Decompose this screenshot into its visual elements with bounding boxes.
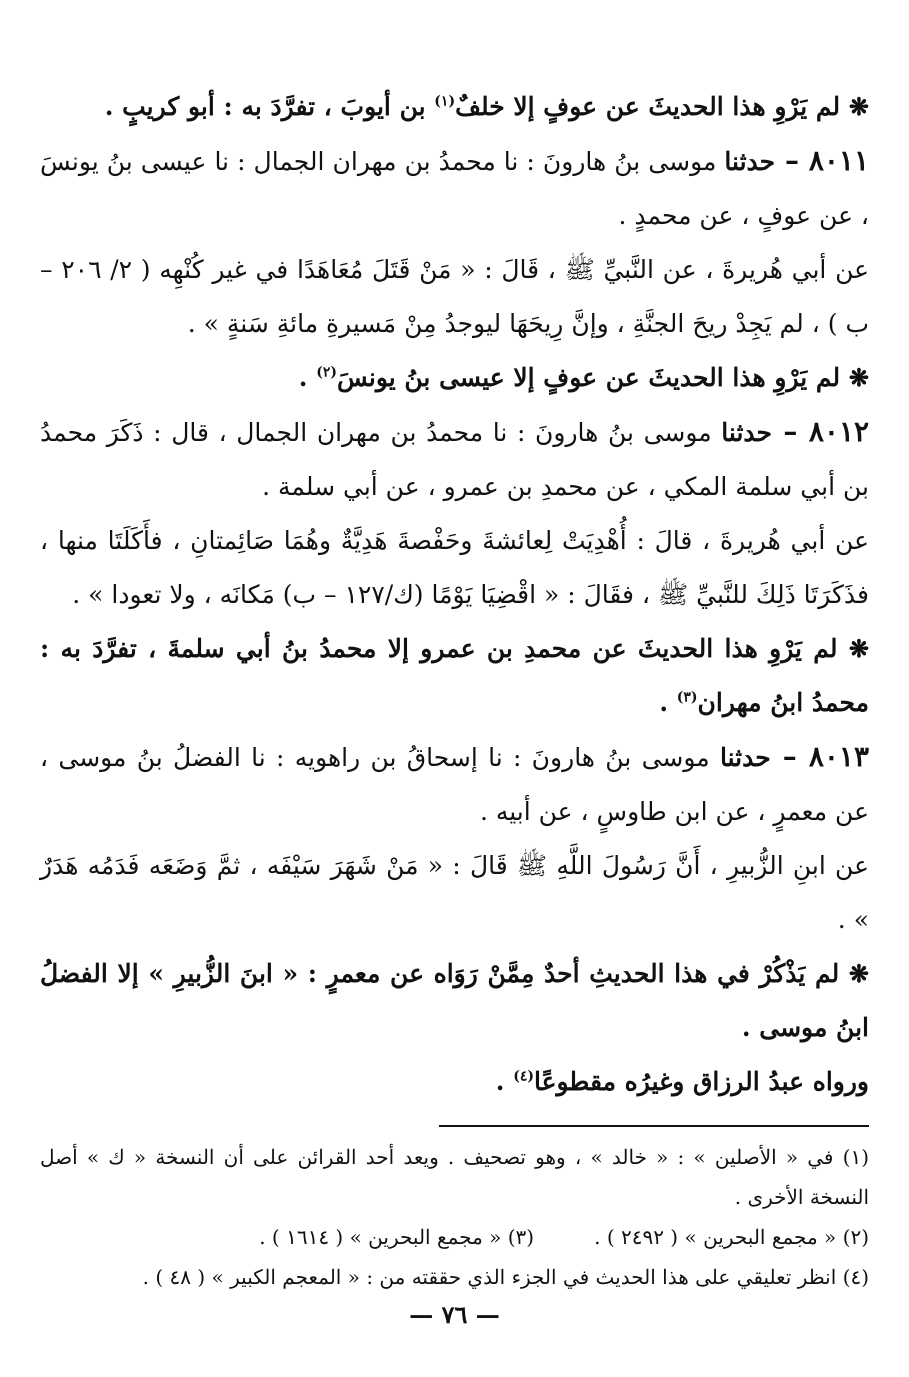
- commentary-paragraph: [40, 80, 869, 134]
- commentary-text: لم يَذْكُرْ في هذا الحديثِ أحدٌ مِمَّنْ رَوَاه عن معمرٍ : « ابنَ الزُّبيرِ » إلا الفضلُ ابنُ موسى .: [40, 959, 869, 1042]
- commentary-text: لم يَرْوِ هذا الحديثَ عن محمدِ بن عمرو إلا محمدُ بنُ أبي سلمةَ ، تفرَّدَ به : محمدُ ابنُ مهران: [40, 634, 869, 717]
- footnote-2: (٢) « مجمع البحرين » ( ٢٤٩٢ ) .: [594, 1225, 869, 1249]
- hadith-isnad: [40, 730, 869, 839]
- footnote-ref[interactable]: (٣): [676, 689, 698, 706]
- isnad-text: موسى بنُ هارونَ : نا محمدُ بن مهران الجمال : نا عيسى بنُ يونسَ ، عن عوفٍ ، عن محمدٍ .: [40, 147, 869, 230]
- asterisk-icon: ❋: [848, 959, 869, 988]
- footnote-divider: [439, 1125, 869, 1127]
- matn-text: عن أبي هُريرةَ ، عن النَّبيِّ ﷺ ، قَالَ : « مَنْ قَتَلَ مُعَاهَدًا في غير كُنْهِه ( ٢/ ٢٠٦ – ب ) ، لم يَجِدْ ريحَ الجنَّةِ ، وإنَّ رِيحَهَا ليوجدُ مِنْ مَسيرةِ مائةِ سَنةٍ » .: [40, 255, 870, 338]
- hadith-isnad: [40, 134, 869, 243]
- footnote-4: (٤) انظر تعليقي على هذا الحديث في الجزء الذي حققته من : « المعجم الكبير » ( ٤٨ ) .: [142, 1265, 869, 1289]
- footnote-ref[interactable]: (٤): [513, 1068, 534, 1085]
- footnote-ref[interactable]: (١): [434, 93, 456, 110]
- hadith-isnad: [40, 405, 869, 514]
- hadith-number: ٨٠١١: [808, 144, 869, 177]
- footnote-row: [40, 1217, 869, 1257]
- commentary-paragraph: [40, 351, 869, 405]
- isnad-text: موسى بنُ هارونَ : نا إسحاقُ بن راهويه : نا الفضلُ بنُ موسى ، عن معمرٍ ، عن ابن طاوسٍ ، عن أبيه .: [40, 743, 869, 826]
- hadith-matn: [40, 514, 869, 622]
- asterisk-icon: ❋: [848, 363, 869, 392]
- hadith-matn: [40, 243, 869, 351]
- isnad-text: موسى بنُ هارونَ : نا محمدُ بن مهران الجمال ، قال : ذَكَرَ محمدُ بن أبي سلمة المكي ، عن محمدِ بن عمرو ، عن أبي سلمة .: [40, 418, 869, 501]
- commentary-paragraph: [40, 1055, 869, 1109]
- commentary-text: ورواه عبدُ الرزاق وغيرُه مقطوعًا: [533, 1067, 869, 1096]
- hadith-matn: [40, 839, 869, 947]
- commentary-text: لم يَرْوِ هذا الحديثَ عن عوفٍ إلا عيسى بنُ يونسَ: [336, 363, 841, 392]
- hadith-dash: –: [772, 415, 809, 448]
- commentary-text: .: [495, 1067, 514, 1096]
- matn-text: عن أبي هُريرةَ ، قالَ : أُهْدِيَتْ لِعائشةَ وحَفْصةَ هَدِيَّةٌ وهُمَا صَائِمتانِ ، فأَكَلَتَا منها ، فذَكَرَتَا ذَلِكَ للنَّبيِّ ﷺ ، فقَالَ : « اقْضِيَا يَوْمًا (ك/١٢٧ – ب) مَكانَه ، ولا تعودا » .: [40, 526, 869, 609]
- commentary-paragraph: [40, 622, 869, 730]
- hadith-lead: حدثنا: [724, 147, 776, 176]
- page-number: — ٧٦ —: [409, 1300, 500, 1329]
- hadith-number: ٨٠١٣: [808, 740, 869, 773]
- footnote-3: (٣) « مجمع البحرين » ( ١٦١٤ ) .: [259, 1225, 535, 1249]
- commentary-text: بن أيوبَ ، تفرَّدَ به : أبو كريبٍ .: [104, 92, 435, 121]
- commentary-paragraph: [40, 947, 869, 1055]
- hadith-lead: حدثنا: [719, 743, 771, 772]
- hadith-number: ٨٠١٢: [808, 415, 870, 448]
- footnote-ref[interactable]: (٢): [316, 364, 337, 381]
- hadith-dash: –: [775, 144, 809, 177]
- commentary-text: .: [659, 688, 677, 717]
- footnote-1: (١) في « الأصلين » : « خالد » ، وهو تصحيف . ويعد أحد القرائن على أن النسخة « ك » أصل النسخة الأخرى .: [40, 1145, 869, 1209]
- commentary-text: لم يَرْوِ هذا الحديثَ عن عوفٍ إلا خلفٌ: [455, 92, 841, 121]
- hadith-lead: حدثنا: [721, 418, 772, 447]
- hadith-dash: –: [770, 740, 809, 773]
- asterisk-icon: ❋: [848, 634, 869, 663]
- asterisk-icon: ❋: [848, 92, 869, 121]
- commentary-text: .: [298, 363, 317, 392]
- matn-text: عن ابنِ الزُّبيرِ ، أَنَّ رَسُولَ اللَّهِ ﷺ قَالَ : « مَنْ شَهَرَ سَيْفَه ، ثمَّ وَضَعَه فَدَمُه هَدَرٌ » .: [40, 851, 869, 934]
